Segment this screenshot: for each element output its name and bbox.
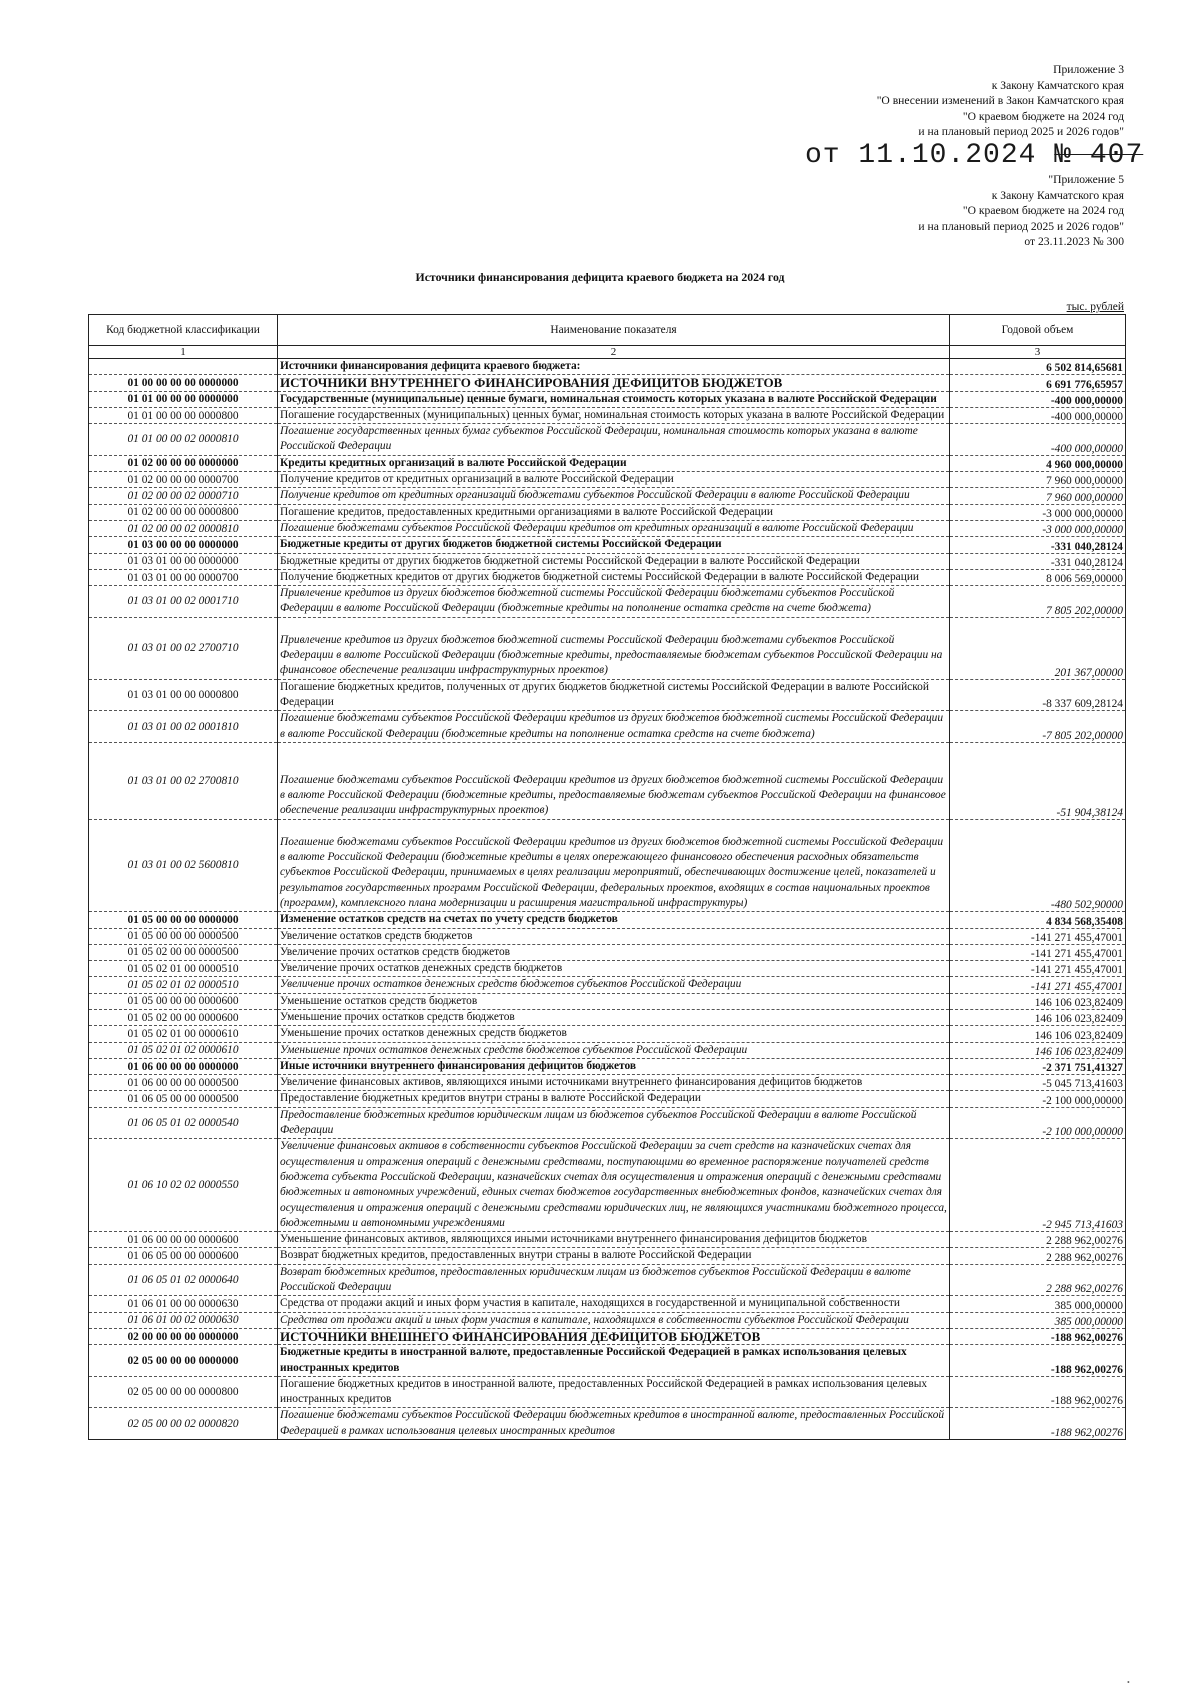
row-amount: -400 000,00000 (950, 391, 1126, 407)
row-code: 01 02 00 00 00 0000700 (89, 472, 278, 488)
row-code: 01 05 00 00 00 0000000 (89, 912, 278, 928)
row-amount: 8 006 569,00000 (950, 569, 1126, 585)
table-row (89, 472, 1126, 488)
table-row (89, 1264, 1126, 1296)
row-name: Бюджетные кредиты в иностранной валюте, предоставленные Российской Федерацией в рамках использования целевых иностранных кредитов (278, 1345, 950, 1377)
table-row (89, 1376, 1126, 1408)
row-code: 01 03 01 00 02 2700810 (89, 742, 278, 819)
row-name: Увеличение прочих остатков денежных средств бюджетов (278, 961, 950, 977)
row-code: 01 06 00 00 00 0000000 (89, 1058, 278, 1074)
row-code: 01 02 00 00 00 0000000 (89, 455, 278, 471)
row-amount: 146 106 023,82409 (950, 993, 1126, 1009)
row-amount: 7 960 000,00000 (950, 472, 1126, 488)
row-amount: -188 962,00276 (950, 1345, 1126, 1377)
table-row (89, 1139, 1126, 1232)
row-name: Погашение кредитов, предоставленных кредитными организациями в валюте Российской Федерации (278, 504, 950, 520)
row-amount: 146 106 023,82409 (950, 1026, 1126, 1042)
units-label: тыс. рублей (1066, 301, 1124, 313)
row-name: Увеличение остатков средств бюджетов (278, 928, 950, 944)
row-name: Кредиты кредитных организаций в валюте Российской Федерации (278, 455, 950, 471)
row-name: Возврат бюджетных кредитов, предоставленных внутри страны в валюте Российской Федерации (278, 1248, 950, 1264)
row-code: 02 05 00 00 00 0000000 (89, 1345, 278, 1377)
header-line: и на плановый период 2025 и 2026 годов" (918, 219, 1124, 233)
row-amount: -2 100 000,00000 (950, 1091, 1126, 1107)
table-row (89, 1232, 1126, 1248)
table-row (89, 1058, 1126, 1074)
header-line: и на плановый период 2025 и 2026 годов" (918, 125, 1124, 138)
row-code: 01 03 01 00 00 0000700 (89, 569, 278, 585)
row-code: 01 03 01 00 00 0000000 (89, 553, 278, 569)
header-line: "О краевом бюджете на 2024 год (962, 109, 1124, 123)
row-name: ИСТОЧНИКИ ВНЕШНЕГО ФИНАНСИРОВАНИЯ ДЕФИЦИТОВ БЮДЖЕТОВ (278, 1328, 950, 1344)
appendix-header-bottom (918, 172, 1124, 250)
row-code: 01 03 01 00 02 2700710 (89, 617, 278, 679)
row-amount: 6 691 776,65957 (950, 375, 1126, 391)
header-line: к Закону Камчатского края (991, 78, 1124, 92)
row-amount: 7 960 000,00000 (950, 488, 1126, 504)
row-code: 01 05 00 00 00 0000500 (89, 928, 278, 944)
row-name: Увеличение прочих остатков денежных средств бюджетов субъектов Российской Федерации (278, 977, 950, 993)
row-name: Погашение бюджетами субъектов Российской Федерации бюджетных кредитов в иностранной валюте, предоставленных Российской Федерацией в рамках использования целевых иностранных кредитов (278, 1408, 950, 1440)
row-name: Уменьшение остатков средств бюджетов (278, 993, 950, 1009)
row-name: Уменьшение финансовых активов, являющихся иными источниками внутреннего финансирования дефицитов бюджетов (278, 1232, 950, 1248)
table-row (89, 1091, 1126, 1107)
table-row (89, 679, 1126, 711)
row-amount: 201 367,00000 (950, 617, 1126, 679)
header-line: "Приложение 5 (1048, 173, 1124, 186)
table-row (89, 1312, 1126, 1328)
row-code: 01 05 02 00 00 0000600 (89, 1009, 278, 1025)
row-amount: 7 805 202,00000 (950, 586, 1126, 618)
row-code: 01 02 00 00 00 0000800 (89, 504, 278, 520)
row-code: 01 06 05 00 00 0000500 (89, 1091, 278, 1107)
row-amount: 2 288 962,00276 (950, 1232, 1126, 1248)
row-code: 01 05 02 01 02 0000610 (89, 1042, 278, 1058)
row-amount: -8 337 609,28124 (950, 679, 1126, 711)
table-row (89, 1408, 1126, 1440)
row-amount: -188 962,00276 (950, 1328, 1126, 1344)
row-amount: -141 271 455,47001 (950, 928, 1126, 944)
row-code: 01 06 00 00 00 0000600 (89, 1232, 278, 1248)
row-code: 01 05 02 01 02 0000510 (89, 977, 278, 993)
table-row (89, 569, 1126, 585)
row-amount: -331 040,28124 (950, 553, 1126, 569)
row-name: Средства от продажи акций и иных форм участия в капитале, находящихся в собственности субъектов Российской Федерации (278, 1312, 950, 1328)
table-row (89, 1009, 1126, 1025)
row-name: Бюджетные кредиты от других бюджетов бюджетной системы Российской Федерации (278, 537, 950, 553)
row-amount: -7 805 202,00000 (950, 711, 1126, 743)
row-name: Средства от продажи акций и иных форм участия в капитале, находящихся в государственной и муниципальной собственности (278, 1296, 950, 1312)
row-name: Источники финансирования дефицита краевого бюджета: (278, 359, 950, 375)
table-row (89, 977, 1126, 993)
stamp-number: № 407 (1054, 140, 1144, 171)
row-amount: -2 371 751,41327 (950, 1058, 1126, 1074)
table-row (89, 488, 1126, 504)
table-row (89, 742, 1126, 819)
row-code: 01 06 05 01 02 0000640 (89, 1264, 278, 1296)
row-amount: 6 502 814,65681 (950, 359, 1126, 375)
table-row (89, 407, 1126, 423)
row-name: Увеличение финансовых активов, являющихся иными источниками внутреннего финансирования дефицитов бюджетов (278, 1075, 950, 1091)
row-code: 01 03 00 00 00 0000000 (89, 537, 278, 553)
row-code: 01 05 02 01 00 0000610 (89, 1026, 278, 1042)
column-number: 1 (89, 346, 278, 359)
row-amount: 385 000,00000 (950, 1312, 1126, 1328)
row-name: Погашение бюджетами субъектов Российской Федерации кредитов из других бюджетов бюджетной системы Российской Федерации в валюте Российской Федерации (бюджетные кредиты, предоставляемые бюджетам субъектов Российской Федерации на финансовое обеспечение реализации инфраструктурных проектов) (278, 742, 950, 819)
row-amount: -51 904,38124 (950, 742, 1126, 819)
table-row (89, 455, 1126, 471)
row-code: 01 03 01 00 02 0001810 (89, 711, 278, 743)
table-row (89, 617, 1126, 679)
row-code: 01 06 01 00 02 0000630 (89, 1312, 278, 1328)
row-name: Уменьшение прочих остатков денежных средств бюджетов (278, 1026, 950, 1042)
row-code: 01 06 10 02 02 0000550 (89, 1139, 278, 1232)
row-code: 01 05 00 00 00 0000600 (89, 993, 278, 1009)
row-code: 02 05 00 00 02 0000820 (89, 1408, 278, 1440)
header-name: Наименование показателя (278, 315, 950, 346)
table-row (89, 993, 1126, 1009)
row-name: Иные источники внутреннего финансирования дефицитов бюджетов (278, 1058, 950, 1074)
table-row (89, 912, 1126, 928)
row-name: Изменение остатков средств на счетах по учету средств бюджетов (278, 912, 950, 928)
header-amount: Годовой объем (950, 315, 1126, 346)
row-name: Увеличение финансовых активов в собственности субъектов Российской Федерации за счет средств на казначейских счетах для осуществления и отражения операций с денежными средствами, поступающими во временное распоряжение получателей средств бюджета субъекта Российской Федерации, казначейских счетах для осуществления и отражения операций с денежными средствами бюджетных и автономных учреждений, единых счетах бюджетов государственных внебюджетных фондов, казначейских счетах для осуществления и отражения операций с денежными средствами юридических лиц, не являющихся участниками бюджетного процесса, бюджетными и автономными учреждениями (278, 1139, 950, 1232)
row-code: 01 03 01 00 02 5600810 (89, 819, 278, 911)
table-row (89, 359, 1126, 375)
row-code: 01 00 00 00 00 0000000 (89, 375, 278, 391)
row-amount: 2 288 962,00276 (950, 1248, 1126, 1264)
table-row (89, 520, 1126, 536)
row-amount: 2 288 962,00276 (950, 1264, 1126, 1296)
row-code: 01 06 05 00 00 0000600 (89, 1248, 278, 1264)
table-row (89, 1328, 1126, 1344)
row-name: Погашение государственных ценных бумаг субъектов Российской Федерации, номинальная стоимость которых указана в валюте Российской Федерации (278, 424, 950, 456)
row-code: 01 05 02 01 00 0000510 (89, 961, 278, 977)
row-code: 01 01 00 00 00 0000000 (89, 391, 278, 407)
row-amount: 4 960 000,00000 (950, 455, 1126, 471)
row-amount: -5 045 713,41603 (950, 1075, 1126, 1091)
row-amount: -188 962,00276 (950, 1376, 1126, 1408)
financing-sources-table (88, 314, 1126, 1440)
row-code: 01 02 00 00 02 0000710 (89, 488, 278, 504)
table-body (89, 346, 1126, 1440)
column-number-row (89, 346, 1126, 359)
row-code: 01 03 01 00 00 0000800 (89, 679, 278, 711)
row-code: 01 06 05 01 02 0000540 (89, 1107, 278, 1139)
table-row (89, 1296, 1126, 1312)
row-name: Получение кредитов от кредитных организаций в валюте Российской Федерации (278, 472, 950, 488)
row-name: Погашение бюджетами субъектов Российской Федерации кредитов из других бюджетов бюджетной системы Российской Федерации в валюте Российской Федерации (бюджетные кредиты на пополнение остатка средств на счете бюджета) (278, 711, 950, 743)
row-amount: -400 000,00000 (950, 407, 1126, 423)
row-name: Возврат бюджетных кредитов, предоставленных юридическим лицам из бюджетов субъектов Российской Федерации в валюте Российской Федерации (278, 1264, 950, 1296)
row-name: Привлечение кредитов из других бюджетов бюджетной системы Российской Федерации бюджетами субъектов Российской Федерации в валюте Российской Федерации (бюджетные кредиты на пополнение остатка средств на счете бюджета) (278, 586, 950, 618)
row-amount: 4 834 568,35408 (950, 912, 1126, 928)
row-code: 01 06 01 00 00 0000630 (89, 1296, 278, 1312)
table-row (89, 928, 1126, 944)
page-corner-mark: • (1127, 1678, 1130, 1687)
table-row (89, 1026, 1126, 1042)
row-name: Бюджетные кредиты от других бюджетов бюджетной системы Российской Федерации в валюте Российской Федерации (278, 553, 950, 569)
table-row (89, 504, 1126, 520)
header-line: Приложение 3 (1053, 63, 1124, 76)
row-amount: -2 100 000,00000 (950, 1107, 1126, 1139)
appendix-header-top (877, 62, 1124, 140)
page-title: Источники финансирования дефицита краевого бюджета на 2024 год (415, 270, 785, 284)
row-name: Увеличение прочих остатков средств бюджетов (278, 944, 950, 960)
law-date-stamp (805, 141, 1143, 171)
table-row (89, 424, 1126, 456)
row-name: ИСТОЧНИКИ ВНУТРЕННЕГО ФИНАНСИРОВАНИЯ ДЕФИЦИТОВ БЮДЖЕТОВ (278, 375, 950, 391)
row-name: Погашение бюджетами субъектов Российской Федерации кредитов от кредитных организаций в валюте Российской Федерации (278, 520, 950, 536)
table-row (89, 819, 1126, 911)
row-name: Государственные (муниципальные) ценные бумаги, номинальная стоимость которых указана в валюте Российской Федерации (278, 391, 950, 407)
row-name: Погашение бюджетами субъектов Российской Федерации кредитов из других бюджетов бюджетной системы Российской Федерации в валюте Российской Федерации (бюджетные кредиты в целях опережающего финансового обеспечения расходных обязательств субъектов Российской Федерации, принимаемых в целях реализации мероприятий, обеспечивающих достижение целей, показателей и результатов государственных программ Российской Федерации, федеральных проектов, входящих в состав национальных проектов (программ), комплексного плана модернизации и расширения магистральной инфраструктуры) (278, 819, 950, 911)
row-amount: -3 000 000,00000 (950, 504, 1126, 520)
row-amount: -188 962,00276 (950, 1408, 1126, 1440)
row-amount: -3 000 000,00000 (950, 520, 1126, 536)
table-row (89, 711, 1126, 743)
row-amount: -480 502,90000 (950, 819, 1126, 911)
column-number: 3 (950, 346, 1126, 359)
stamp-date: от 11.10.2024 (805, 140, 1037, 171)
row-name: Получение бюджетных кредитов от других бюджетов бюджетной системы Российской Федерации в валюте Российской Федерации (278, 569, 950, 585)
table-row (89, 391, 1126, 407)
header-line: к Закону Камчатского края (991, 188, 1124, 202)
row-code: 01 05 02 00 00 0000500 (89, 944, 278, 960)
row-amount: -141 271 455,47001 (950, 961, 1126, 977)
row-code: 01 06 00 00 00 0000500 (89, 1075, 278, 1091)
table-row (89, 961, 1126, 977)
row-amount: -331 040,28124 (950, 537, 1126, 553)
table-row (89, 1107, 1126, 1139)
column-number: 2 (278, 346, 950, 359)
row-code: 02 00 00 00 00 0000000 (89, 1328, 278, 1344)
header-line: "О краевом бюджете на 2024 год (962, 204, 1124, 217)
row-name: Погашение государственных (муниципальных) ценных бумаг, номинальная стоимость которых указана в валюте Российской Федерации (278, 407, 950, 423)
table-row (89, 1075, 1126, 1091)
row-name: Привлечение кредитов из других бюджетов бюджетной системы Российской Федерации бюджетами субъектов Российской Федерации в валюте Российской Федерации (бюджетные кредиты, предоставляемые бюджетам субъектов Российской Федерации на финансовое обеспечение реализации инфраструктурных проектов) (278, 617, 950, 679)
row-name: Погашение бюджетных кредитов в иностранной валюте, предоставленных Российской Федерацией в рамках использования целевых иностранных кредитов (278, 1376, 950, 1408)
table-row (89, 537, 1126, 553)
table-row (89, 375, 1126, 391)
row-amount: 146 106 023,82409 (950, 1009, 1126, 1025)
row-name: Предоставление бюджетных кредитов юридическим лицам из бюджетов субъектов Российской Федерации в валюте Российской Федерации (278, 1107, 950, 1139)
row-code (89, 359, 278, 375)
header-line: от 23.11.2023 № 300 (1024, 235, 1124, 248)
table-row (89, 1042, 1126, 1058)
header-line: "О внесении изменений в Закон Камчатского края (876, 94, 1124, 107)
row-code: 01 01 00 00 00 0000800 (89, 407, 278, 423)
row-amount: 146 106 023,82409 (950, 1042, 1126, 1058)
row-amount: -141 271 455,47001 (950, 977, 1126, 993)
row-name: Получение кредитов от кредитных организаций бюджетами субъектов Российской Федерации в валюте Российской Федерации (278, 488, 950, 504)
table-row (89, 1345, 1126, 1377)
table-row (89, 944, 1126, 960)
row-amount: -141 271 455,47001 (950, 944, 1126, 960)
table-row (89, 586, 1126, 618)
table-row (89, 1248, 1126, 1264)
row-name: Предоставление бюджетных кредитов внутри страны в валюте Российской Федерации (278, 1091, 950, 1107)
row-amount: -400 000,00000 (950, 424, 1126, 456)
row-amount: 385 000,00000 (950, 1296, 1126, 1312)
row-amount: -2 945 713,41603 (950, 1139, 1126, 1232)
row-code: 02 05 00 00 00 0000800 (89, 1376, 278, 1408)
row-name: Погашение бюджетных кредитов, полученных от других бюджетов бюджетной системы Российской Федерации в валюте Российской Федерации (278, 679, 950, 711)
row-name: Уменьшение прочих остатков денежных средств бюджетов субъектов Российской Федерации (278, 1042, 950, 1058)
row-name: Уменьшение прочих остатков средств бюджетов (278, 1009, 950, 1025)
row-code: 01 02 00 00 02 0000810 (89, 520, 278, 536)
header-code: Код бюджетной классификации (89, 315, 278, 346)
table-row (89, 553, 1126, 569)
row-code: 01 03 01 00 02 0001710 (89, 586, 278, 618)
row-code: 01 01 00 00 02 0000810 (89, 424, 278, 456)
table-header-row (89, 315, 1126, 346)
